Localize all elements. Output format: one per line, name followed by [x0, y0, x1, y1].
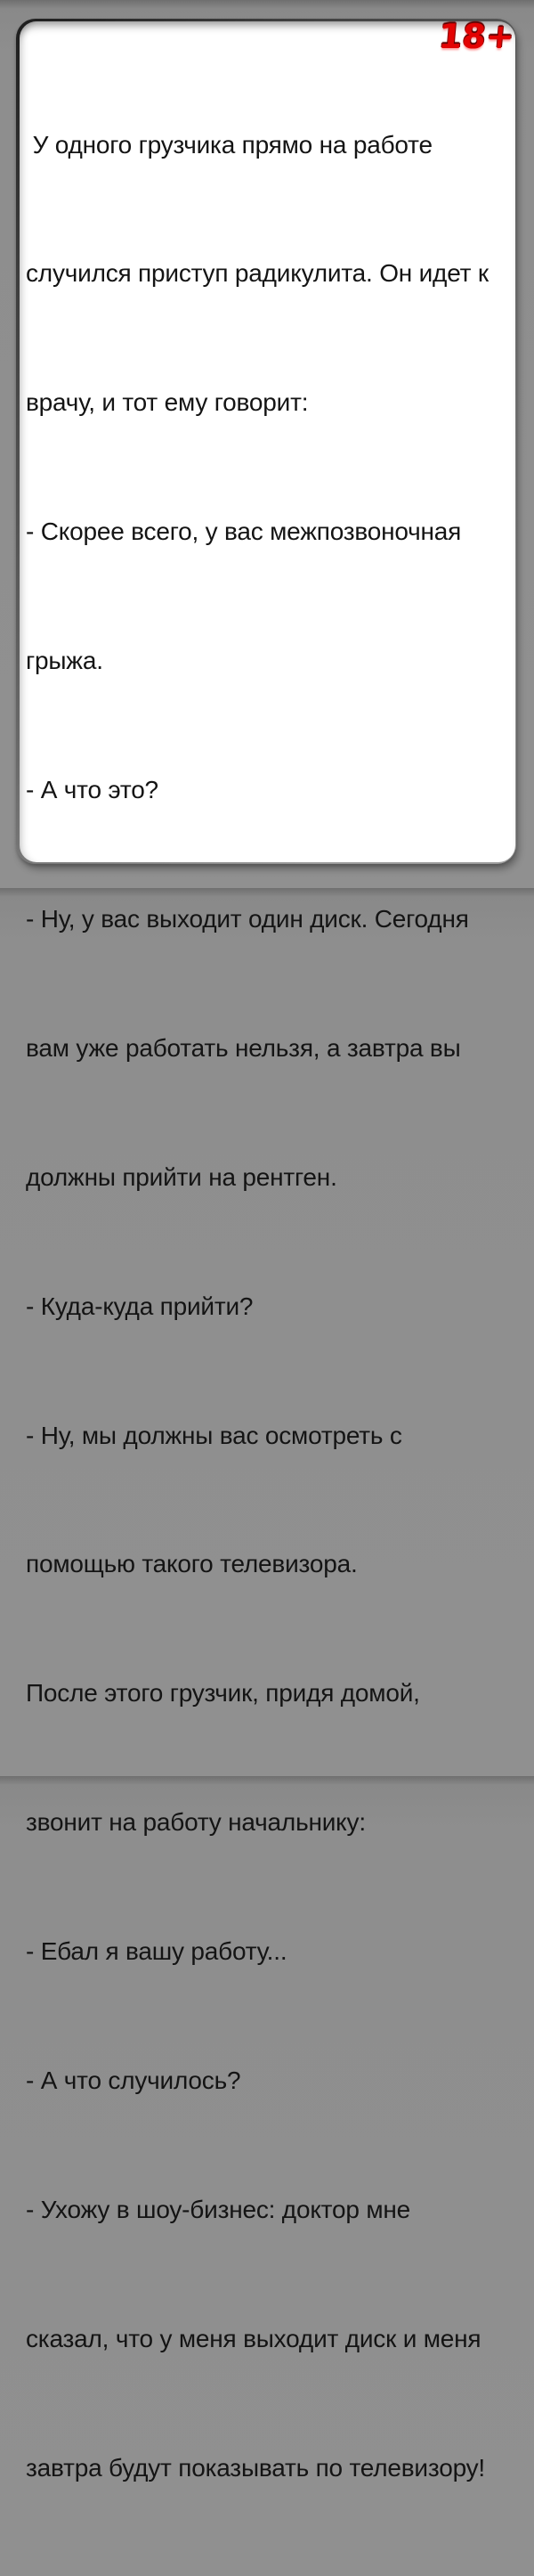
- joke-line: После этого грузчик, придя домой,: [26, 1679, 420, 1708]
- joke-line: должны прийти на рентген.: [26, 1162, 337, 1191]
- joke-line: - Ну, мы должны вас осмотреть с: [26, 1421, 402, 1449]
- joke-line: - А что случилось?: [26, 2066, 241, 2094]
- joke-line: - Ебал я вашу работу...: [26, 1937, 287, 1966]
- joke-line: - А что это?: [26, 776, 158, 804]
- joke-line: помощью такого телевизора.: [26, 1550, 358, 1578]
- joke-line: завтра будут показывать по телевизору!: [26, 2453, 486, 2482]
- joke-line: сказал, что у меня выходит диск и меня: [26, 2324, 481, 2352]
- joke-line: случился приступ радикулита. Он идет к: [26, 259, 489, 288]
- joke-line: - Куда-куда прийти?: [26, 1292, 254, 1320]
- joke-card-border: [16, 19, 516, 2482]
- joke-card: [20, 21, 515, 2482]
- age-18-badge: 18+: [437, 17, 516, 56]
- joke-line: вам уже работать нельзя, а завтра вы: [26, 1033, 461, 1062]
- joke-line: звонит на работу начальнику:: [26, 1808, 366, 1837]
- joke-line: У одного грузчика прямо на работе: [26, 130, 433, 159]
- joke-line: грыжа.: [26, 647, 103, 675]
- joke-line: - Ухожу в шоу-бизнес: доктор мне: [26, 2195, 411, 2223]
- joke-line: врачу, и тот ему говорит:: [26, 388, 309, 417]
- joke-line: - Ну, у вас выходит один диск. Сегодня: [26, 904, 469, 933]
- joke-text: [26, 37, 514, 2576]
- joke-line: - Скорее всего, у вас межпозвоночная: [26, 518, 462, 546]
